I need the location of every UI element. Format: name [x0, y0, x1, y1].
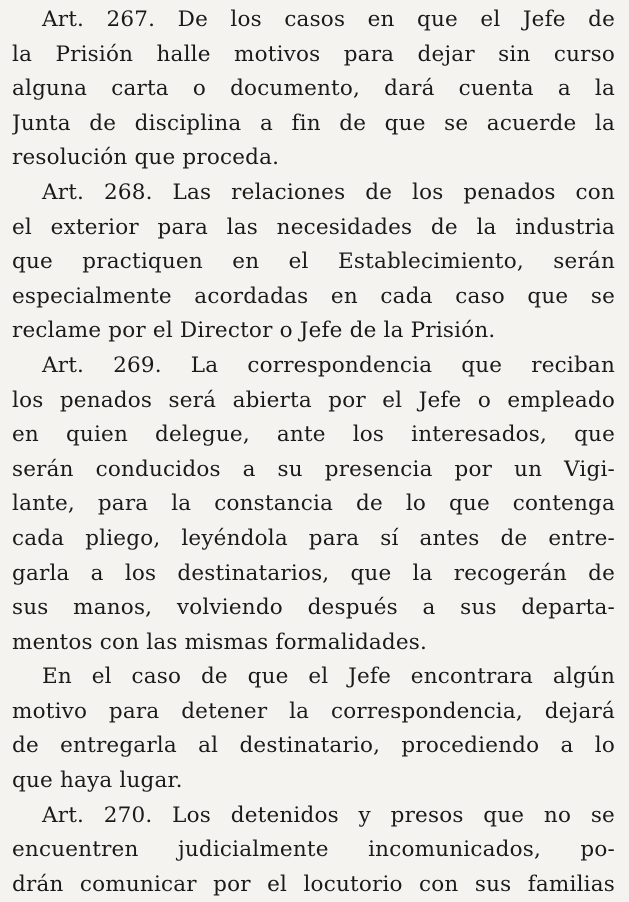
text-line: que haya lugar. — [12, 768, 183, 794]
article-269-continuation — [12, 660, 615, 798]
text-line: que practiquen en el Establecimiento, serán — [12, 249, 615, 275]
text-line: encuentren judicialmente incomunicados, po- — [12, 837, 615, 863]
text-line: mentos con las mismas formalidades. — [12, 629, 428, 655]
text-line: Art. 267. De los casos en que el Jefe de — [42, 7, 615, 32]
text-line: garla a los destinatarios, que la recogerán de — [12, 560, 615, 586]
text-line: En el caso de que el Jefe encontrara algún — [42, 664, 615, 690]
text-line: Art. 269. La correspondencia que reciban — [42, 352, 615, 378]
article-269 — [12, 349, 615, 660]
text-line: Junta de disciplina a fin de que se acuerde la — [12, 110, 615, 136]
article-267 — [12, 3, 615, 176]
text-line: cada pliego, leyéndola para sí antes de entre- — [12, 525, 615, 551]
text-line: lante, para la constancia de lo que contenga — [12, 491, 615, 517]
text-line: de entregarla al destinatario, procediendo a lo — [12, 733, 615, 759]
text-line: alguna carta o documento, dará cuenta a la — [12, 76, 615, 102]
text-line: motivo para detener la correspondencia, dejará — [12, 698, 615, 724]
text-line: serán conducidos a su presencia por un Vigi- — [12, 456, 615, 482]
text-line: sus manos, volviendo después a sus departa- — [12, 595, 615, 621]
text-line: drán comunicar por el locutorio con sus familias — [12, 871, 615, 897]
text-line: los penados será abierta por el Jefe o empleado — [12, 387, 615, 413]
text-line: la Prisión halle motivos para dejar sin curso — [12, 41, 615, 67]
text-line: el exterior para las necesidades de la industria — [12, 214, 615, 240]
text-line: Art. 268. Las relaciones de los penados con — [42, 179, 615, 205]
article-268 — [12, 176, 615, 349]
document-page — [12, 3, 615, 902]
text-line: Art. 270. Los detenidos y presos que no se — [42, 802, 615, 828]
article-270 — [12, 799, 615, 902]
text-line: en quien delegue, ante los interesados, que — [12, 422, 615, 448]
text-line: resolución que proceda. — [12, 145, 280, 171]
text-line: especialmente acordadas en cada caso que se — [12, 283, 615, 309]
text-line: reclame por el Director o Jefe de la Prisión. — [12, 318, 496, 344]
